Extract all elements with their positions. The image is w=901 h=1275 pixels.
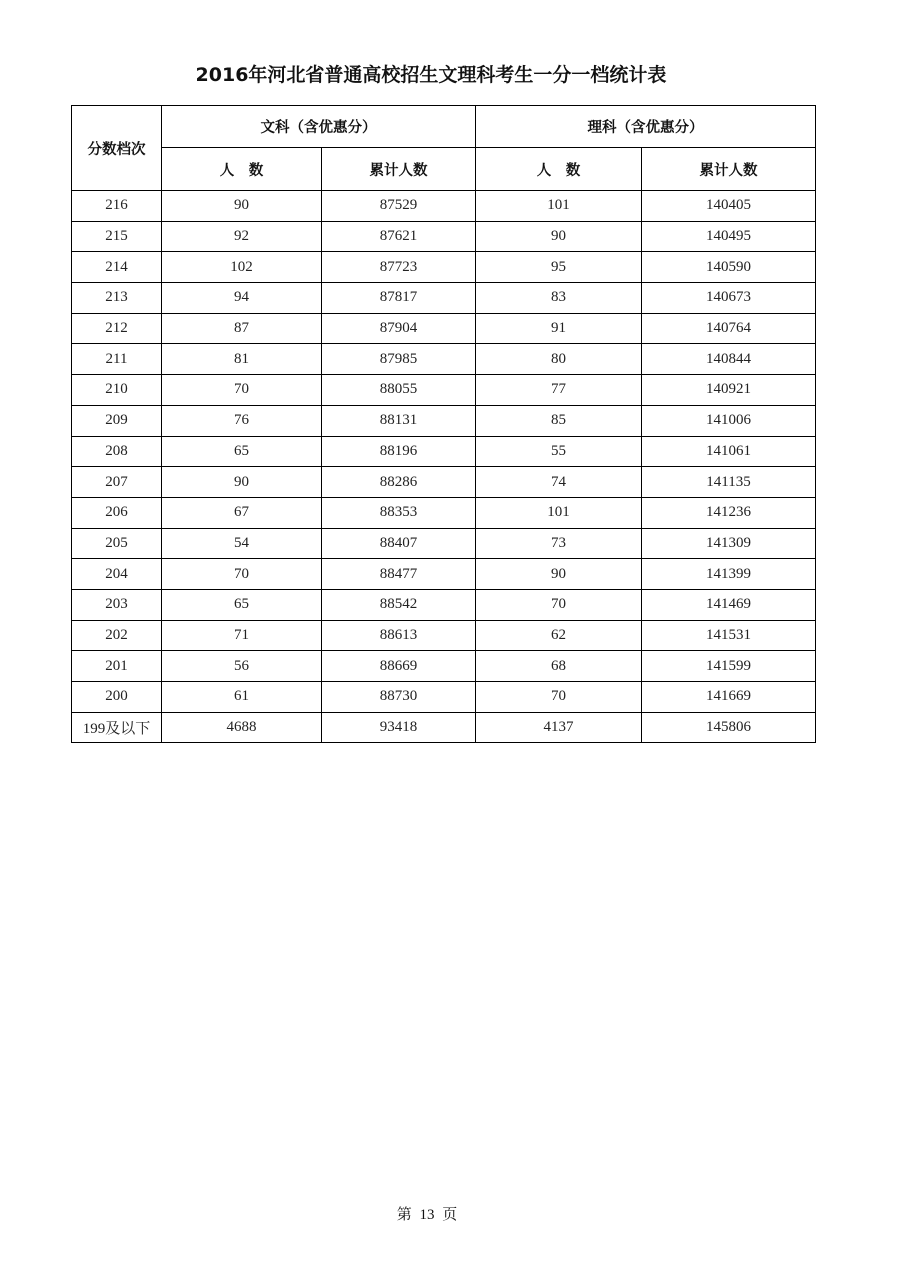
wen-count-cell: 54: [162, 528, 322, 559]
wen-cumulative-cell: 88286: [322, 467, 476, 498]
wen-cumulative-cell: 87985: [322, 344, 476, 375]
table-row: [72, 344, 816, 375]
wen-cumulative-cell: 88477: [322, 559, 476, 590]
wen-cumulative-cell: 87529: [322, 191, 476, 222]
li-cumulative-cell: 140405: [642, 191, 816, 222]
wen-count-cell: 70: [162, 375, 322, 406]
table-row: [72, 436, 816, 467]
table-row: [72, 283, 816, 314]
wen-count-cell: 102: [162, 252, 322, 283]
li-cumulative-cell: 140673: [642, 283, 816, 314]
score-cell: 201: [72, 651, 162, 682]
wen-count-cell: 90: [162, 191, 322, 222]
table-row: [72, 559, 816, 590]
li-count-cell: 101: [476, 497, 642, 528]
wen-count-cell: 65: [162, 589, 322, 620]
table-row: [72, 651, 816, 682]
li-count-cell: 83: [476, 283, 642, 314]
li-count-cell: 90: [476, 221, 642, 252]
li-cumulative-cell: 141531: [642, 620, 816, 651]
li-count-cell: 55: [476, 436, 642, 467]
li-count-cell: 70: [476, 682, 642, 713]
wen-cumulative-cell: 88730: [322, 682, 476, 713]
score-cell: 212: [72, 313, 162, 344]
wen-count-cell: 81: [162, 344, 322, 375]
wen-count-cell: 71: [162, 620, 322, 651]
li-count-cell: 101: [476, 191, 642, 222]
score-cell: 205: [72, 528, 162, 559]
li-cumulative-cell: 140590: [642, 252, 816, 283]
score-cell: 206: [72, 497, 162, 528]
table-row: [72, 712, 816, 743]
wen-cumulative-cell: 88613: [322, 620, 476, 651]
li-count-cell: 77: [476, 375, 642, 406]
li-cumulative-cell: 141135: [642, 467, 816, 498]
score-cell: 200: [72, 682, 162, 713]
wen-count-cell: 65: [162, 436, 322, 467]
li-count-cell: 80: [476, 344, 642, 375]
score-cell: 209: [72, 405, 162, 436]
li-cumulative-cell: 141599: [642, 651, 816, 682]
table-row: [72, 682, 816, 713]
wen-count-cell: 56: [162, 651, 322, 682]
score-cell: 211: [72, 344, 162, 375]
table-row: [72, 497, 816, 528]
wen-cumulative-cell: 88669: [322, 651, 476, 682]
wen-count-cell: 92: [162, 221, 322, 252]
wen-count-cell: 67: [162, 497, 322, 528]
li-cumulative-cell: 145806: [642, 712, 816, 743]
wen-cumulative-cell: 88131: [322, 405, 476, 436]
li-cumulative-cell: 140495: [642, 221, 816, 252]
table-body: [72, 191, 816, 743]
wen-count-cell: 90: [162, 467, 322, 498]
score-cell: 216: [72, 191, 162, 222]
li-count-cell: 95: [476, 252, 642, 283]
li-count-cell: 85: [476, 405, 642, 436]
table-row: [72, 221, 816, 252]
table-row: [72, 467, 816, 498]
li-count-cell: 90: [476, 559, 642, 590]
li-count-cell: 74: [476, 467, 642, 498]
wen-cumulative-cell: 88407: [322, 528, 476, 559]
li-cumulative-cell: 141061: [642, 436, 816, 467]
score-cell: 208: [72, 436, 162, 467]
wen-count-cell: 94: [162, 283, 322, 314]
table-row: [72, 313, 816, 344]
li-cumulative-cell: 140921: [642, 375, 816, 406]
wen-cumulative-cell: 87817: [322, 283, 476, 314]
li-cumulative-cell: 141469: [642, 589, 816, 620]
wen-cumulative-cell: 88542: [322, 589, 476, 620]
li-cumulative-cell: 141399: [642, 559, 816, 590]
li-cumulative-cell: 141006: [642, 405, 816, 436]
wen-count-cell: 4688: [162, 712, 322, 743]
score-cell: 204: [72, 559, 162, 590]
document-title: 2016年河北省普通高校招生文理科考生一分一档统计表: [195, 64, 667, 86]
li-count-cell: 62: [476, 620, 642, 651]
table-row: [72, 589, 816, 620]
table-row: [72, 620, 816, 651]
wen-count-cell: 76: [162, 405, 322, 436]
score-cell: 214: [72, 252, 162, 283]
header-li-count: 人 数: [476, 148, 642, 191]
li-cumulative-cell: 141236: [642, 497, 816, 528]
table-row: [72, 252, 816, 283]
score-cell: 213: [72, 283, 162, 314]
table-row: [72, 528, 816, 559]
wen-cumulative-cell: 87904: [322, 313, 476, 344]
li-cumulative-cell: 140844: [642, 344, 816, 375]
score-cell: 199及以下: [72, 712, 162, 743]
li-count-cell: 73: [476, 528, 642, 559]
wen-count-cell: 70: [162, 559, 322, 590]
wen-count-cell: 87: [162, 313, 322, 344]
wen-cumulative-cell: 88055: [322, 375, 476, 406]
table-row: [72, 405, 816, 436]
wen-cumulative-cell: 88353: [322, 497, 476, 528]
wen-cumulative-cell: 87621: [322, 221, 476, 252]
wen-cumulative-cell: 87723: [322, 252, 476, 283]
wen-count-cell: 61: [162, 682, 322, 713]
score-cell: 203: [72, 589, 162, 620]
score-cell: 207: [72, 467, 162, 498]
score-cell: 215: [72, 221, 162, 252]
li-count-cell: 91: [476, 313, 642, 344]
score-distribution-table: [71, 105, 816, 743]
header-wen-count: 人 数: [162, 148, 322, 191]
li-count-cell: 4137: [476, 712, 642, 743]
li-cumulative-cell: 140764: [642, 313, 816, 344]
li-count-cell: 68: [476, 651, 642, 682]
li-count-cell: 70: [476, 589, 642, 620]
header-score-band: 分数档次: [72, 106, 162, 191]
header-group-liberal-arts: 文科（含优惠分）: [162, 106, 476, 148]
header-group-science: 理科（含优惠分）: [476, 106, 816, 148]
header-wen-cumulative: 累计人数: [322, 148, 476, 191]
li-cumulative-cell: 141669: [642, 682, 816, 713]
header-li-cumulative: 累计人数: [642, 148, 816, 191]
table-row: [72, 375, 816, 406]
score-cell: 202: [72, 620, 162, 651]
wen-cumulative-cell: 93418: [322, 712, 476, 743]
li-cumulative-cell: 141309: [642, 528, 816, 559]
score-cell: 210: [72, 375, 162, 406]
table-row: [72, 191, 816, 222]
wen-cumulative-cell: 88196: [322, 436, 476, 467]
page-number: 第 13 页: [396, 1207, 458, 1223]
